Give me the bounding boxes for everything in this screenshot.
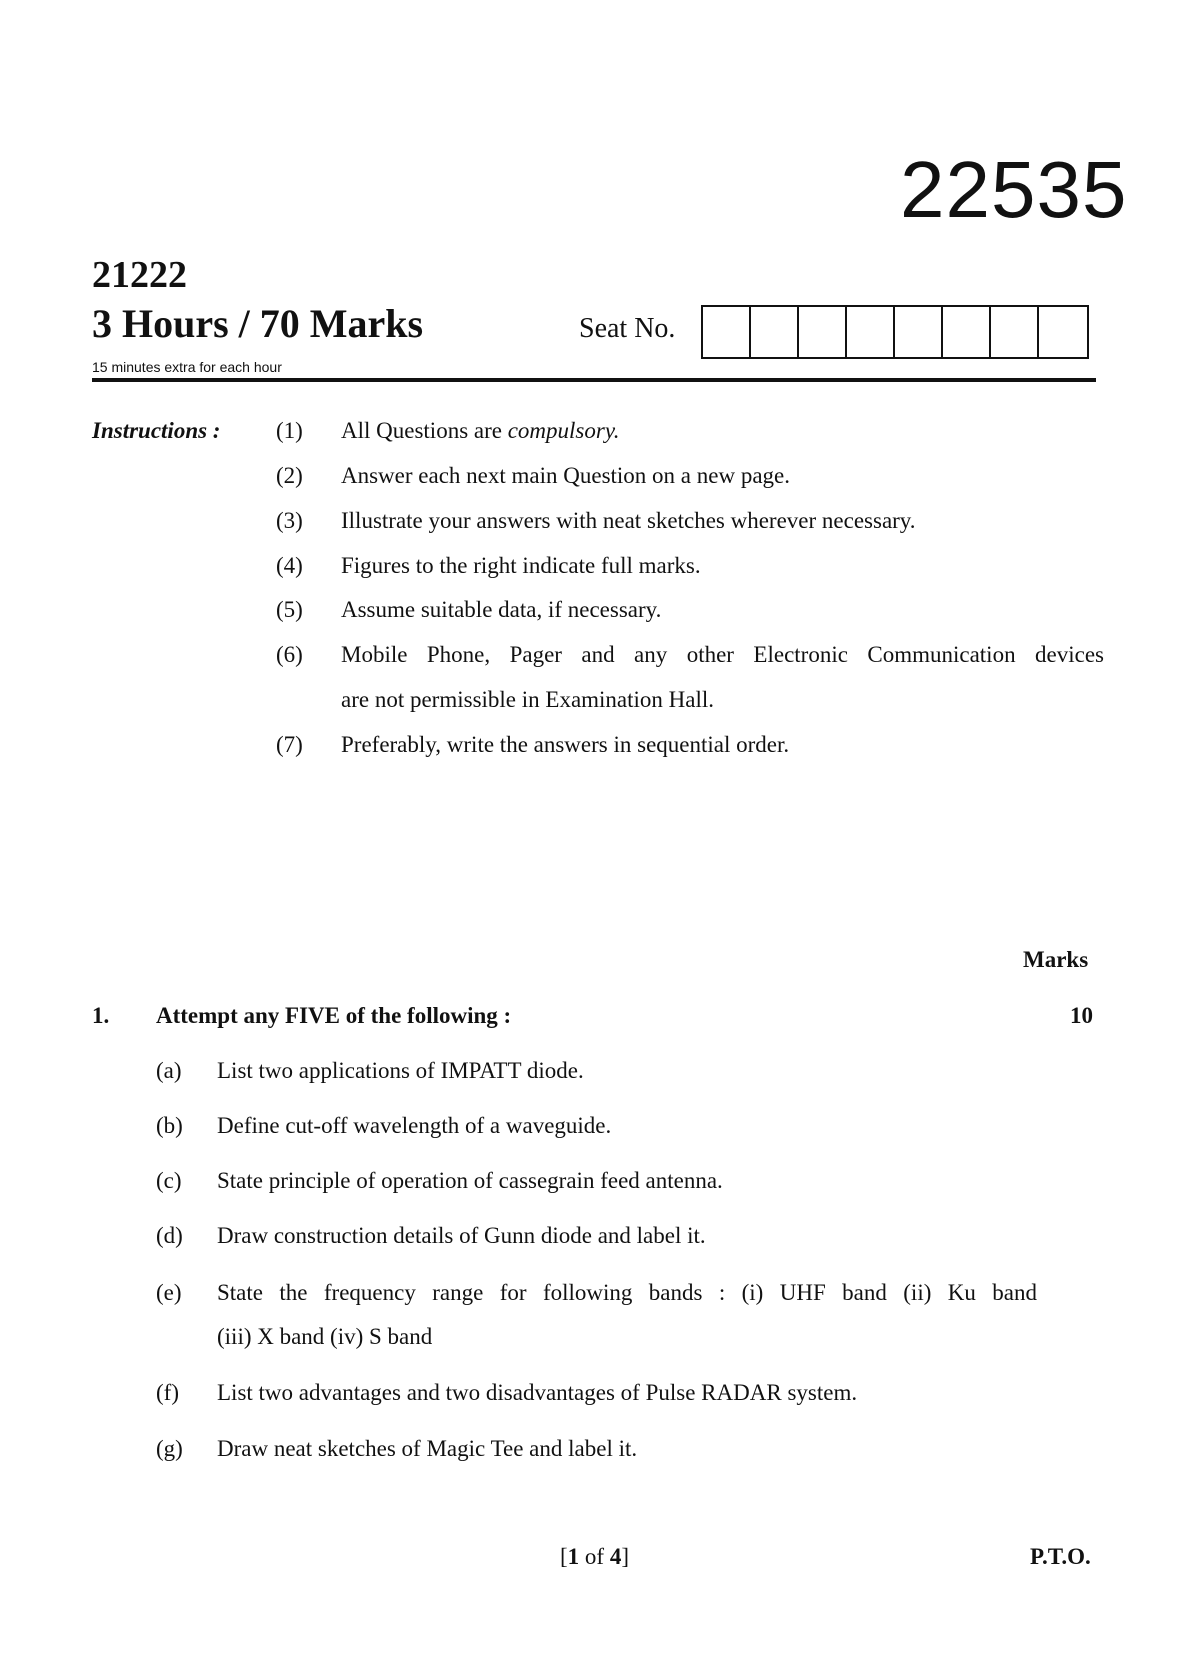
sub-question-text: Draw construction details of Gunn diode and label it.	[217, 1223, 706, 1248]
page-of: of	[579, 1544, 610, 1569]
seat-number-box[interactable]	[751, 307, 799, 357]
instruction-number: (4)	[276, 553, 303, 578]
seat-number-box[interactable]	[1039, 307, 1087, 357]
instruction-text: Mobile Phone, Pager and any other Electronic Communication devices	[341, 642, 1104, 667]
instructions-label: Instructions :	[92, 418, 221, 443]
seat-number-box[interactable]	[895, 307, 943, 357]
seat-number-box[interactable]	[847, 307, 895, 357]
sub-question-label: (f)	[156, 1380, 179, 1405]
sub-question-text: Draw neat sketches of Magic Tee and label it.	[217, 1436, 638, 1461]
instruction-number: (7)	[276, 732, 303, 757]
sub-question-label: (c)	[156, 1168, 182, 1193]
seat-number-box[interactable]	[703, 307, 751, 357]
instruction-text: Assume suitable data, if necessary.	[341, 597, 662, 622]
sub-question-text: Define cut-off wavelength of a waveguide.	[217, 1113, 612, 1138]
page-total: 4	[609, 1544, 622, 1569]
question-marks: 10	[1070, 1003, 1093, 1028]
exam-duration: 3 Hours / 70 Marks	[92, 301, 424, 346]
sub-question-label: (a)	[156, 1058, 182, 1083]
instruction-text-emphasis: compulsory.	[507, 418, 620, 443]
question-title: Attempt any FIVE of the following :	[156, 1003, 512, 1028]
please-turn-over: P.T.O.	[1030, 1544, 1091, 1569]
sub-question-text: List two applications of IMPATT diode.	[217, 1058, 584, 1083]
instruction-text-continued: are not permissible in Examination Hall.	[341, 687, 715, 712]
instruction-number: (2)	[276, 463, 303, 488]
sub-question-text: State principle of operation of cassegrain feed antenna.	[217, 1168, 723, 1193]
page-bracket-open: [	[560, 1544, 568, 1569]
instruction-text: Figures to the right indicate full marks.	[341, 553, 701, 578]
page-bracket-close: ]	[621, 1544, 630, 1569]
header-divider	[92, 378, 1096, 382]
instruction-text: Illustrate your answers with neat sketches wherever necessary.	[341, 508, 916, 533]
paper-code: 22535	[900, 145, 1128, 234]
seat-number-box[interactable]	[943, 307, 991, 357]
sub-question-label: (g)	[156, 1436, 183, 1461]
seat-number-label: Seat No.	[579, 313, 676, 344]
instruction-number: (3)	[276, 508, 303, 533]
page-indicator	[560, 1544, 629, 1570]
instruction-text-plain: All Questions are	[341, 418, 508, 443]
extra-time-note: 15 minutes extra for each hour	[92, 359, 282, 375]
sub-question-label: (b)	[156, 1113, 183, 1138]
instruction-number: (1)	[276, 418, 303, 443]
instruction-number: (6)	[276, 642, 303, 667]
instruction-text	[341, 418, 620, 444]
page-current: 1	[567, 1544, 580, 1569]
instruction-text: Preferably, write the answers in sequential order.	[341, 732, 790, 757]
sub-question-label: (e)	[156, 1280, 182, 1305]
sub-question-text: State the frequency range for following bands : (i) UHF band (ii) Ku band	[217, 1280, 1037, 1305]
question-number: 1.	[92, 1003, 110, 1028]
seat-number-boxes[interactable]	[701, 305, 1089, 359]
exam-code: 21222	[92, 254, 187, 296]
sub-question-text-continued: (iii) X band (iv) S band	[217, 1324, 433, 1349]
instruction-text: Answer each next main Question on a new page.	[341, 463, 790, 488]
instruction-number: (5)	[276, 597, 303, 622]
sub-question-text: List two advantages and two disadvantages of Pulse RADAR system.	[217, 1380, 858, 1405]
seat-number-box[interactable]	[799, 307, 847, 357]
seat-number-box[interactable]	[991, 307, 1039, 357]
sub-question-label: (d)	[156, 1223, 183, 1248]
marks-column-header: Marks	[1023, 947, 1089, 972]
